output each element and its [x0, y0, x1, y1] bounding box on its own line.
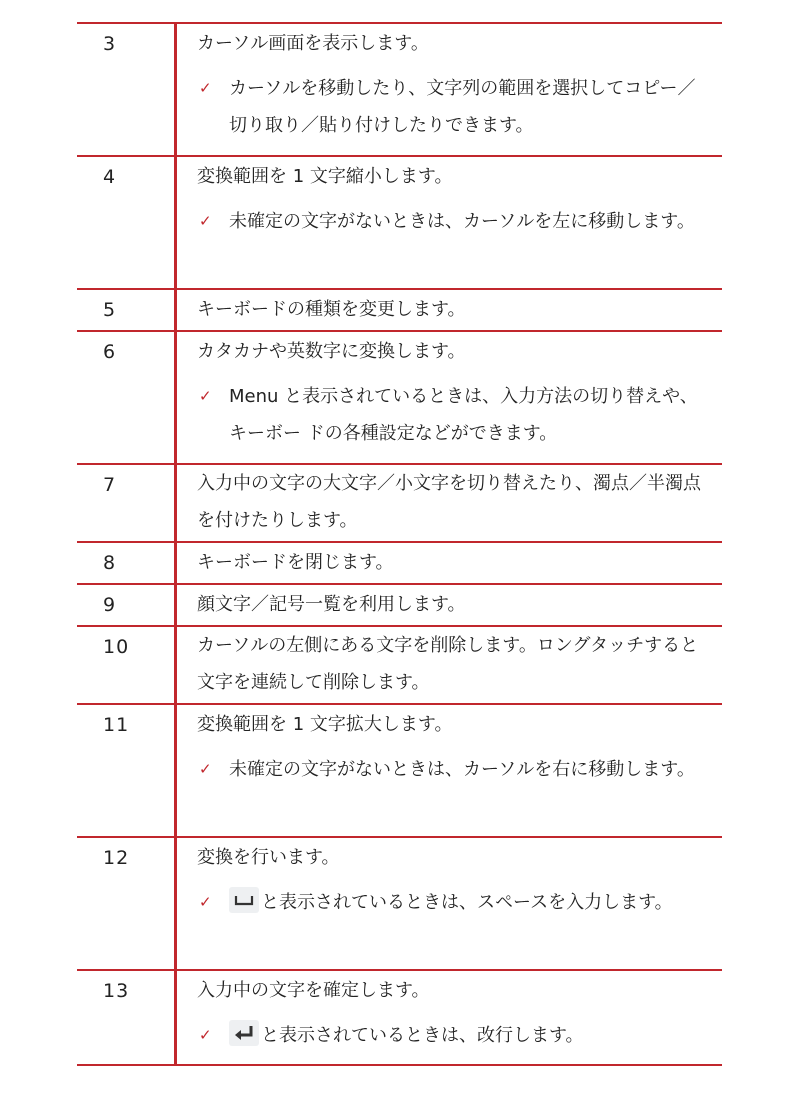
- row-number: 12: [77, 838, 177, 969]
- note-text: 未確定の文字がないときは、カーソルを右に移動します。: [229, 759, 695, 780]
- row-description: [177, 24, 722, 155]
- note-text: と表示されているときは、改行します。: [261, 1025, 584, 1046]
- check-icon: ✓: [199, 760, 212, 778]
- description-note: [197, 884, 708, 921]
- table-row: [77, 625, 722, 703]
- row-description: [177, 971, 722, 1064]
- table-row: [77, 330, 722, 463]
- row-number: 10: [77, 627, 177, 703]
- row-number: 11: [77, 705, 177, 836]
- note-text: Menu と表示されているときは、入力方法の切り替えや、キーボー ドの各種設定などができます。: [229, 386, 698, 444]
- table-row: [77, 541, 722, 583]
- description-note: [197, 751, 708, 788]
- row-number: 9: [77, 585, 177, 625]
- row-description: [177, 332, 722, 463]
- row-number: 5: [77, 290, 177, 330]
- table-row: [77, 969, 722, 1066]
- note-text: 未確定の文字がないときは、カーソルを左に移動します。: [229, 211, 695, 232]
- check-icon: ✓: [199, 893, 212, 911]
- description-text: 変換範囲を 1 文字縮小します。: [197, 166, 453, 187]
- table-row: [77, 288, 722, 330]
- row-number: 4: [77, 157, 177, 288]
- row-number: 13: [77, 971, 177, 1064]
- description-text: 入力中の文字を確定します。: [197, 980, 430, 1001]
- row-description: [177, 290, 722, 330]
- description-text: 入力中の文字の大文字／小文字を切り替えたり、濁点／半濁点を付けたりします。: [197, 473, 701, 531]
- check-icon: ✓: [199, 387, 212, 405]
- row-description: [177, 465, 722, 541]
- enter-key-icon: [229, 1020, 259, 1046]
- table-row: [77, 22, 722, 155]
- description-text: カーソル画面を表示します。: [197, 33, 429, 54]
- row-description: [177, 627, 722, 703]
- check-icon: ✓: [199, 212, 212, 230]
- row-number: 6: [77, 332, 177, 463]
- table-row: [77, 155, 722, 288]
- description-text: カタカナや英数字に変換します。: [197, 341, 466, 362]
- table-row: [77, 463, 722, 541]
- description-text: キーボードを閉じます。: [197, 552, 394, 573]
- description-note: [197, 203, 708, 240]
- row-number: 3: [77, 24, 177, 155]
- description-note: [197, 378, 708, 452]
- note-text: カーソルを移動したり、文字列の範囲を選択してコピー／切り取り／貼り付けしたりできます。: [229, 78, 696, 136]
- row-description: [177, 585, 722, 625]
- table-row: [77, 583, 722, 625]
- table-row: [77, 836, 722, 969]
- description-note: [197, 1017, 708, 1054]
- note-text: と表示されているときは、スペースを入力します。: [261, 892, 673, 913]
- row-number: 7: [77, 465, 177, 541]
- row-description: [177, 838, 722, 969]
- description-text: キーボードの種類を変更します。: [197, 299, 466, 320]
- row-description: [177, 705, 722, 836]
- description-text: カーソルの左側にある文字を削除します。ロングタッチすると文字を連続して削除します。: [197, 635, 699, 693]
- check-icon: ✓: [199, 1026, 212, 1044]
- row-description: [177, 157, 722, 288]
- check-icon: ✓: [199, 79, 212, 97]
- row-number: 8: [77, 543, 177, 583]
- space-key-icon: [229, 887, 259, 913]
- row-description: [177, 543, 722, 583]
- description-text: 変換を行います。: [197, 847, 340, 868]
- description-text: 変換範囲を 1 文字拡大します。: [197, 714, 453, 735]
- table-row: [77, 703, 722, 836]
- description-text: 顔文字／記号一覧を利用します。: [197, 594, 466, 615]
- key-description-table: [77, 22, 722, 1066]
- description-note: [197, 70, 708, 144]
